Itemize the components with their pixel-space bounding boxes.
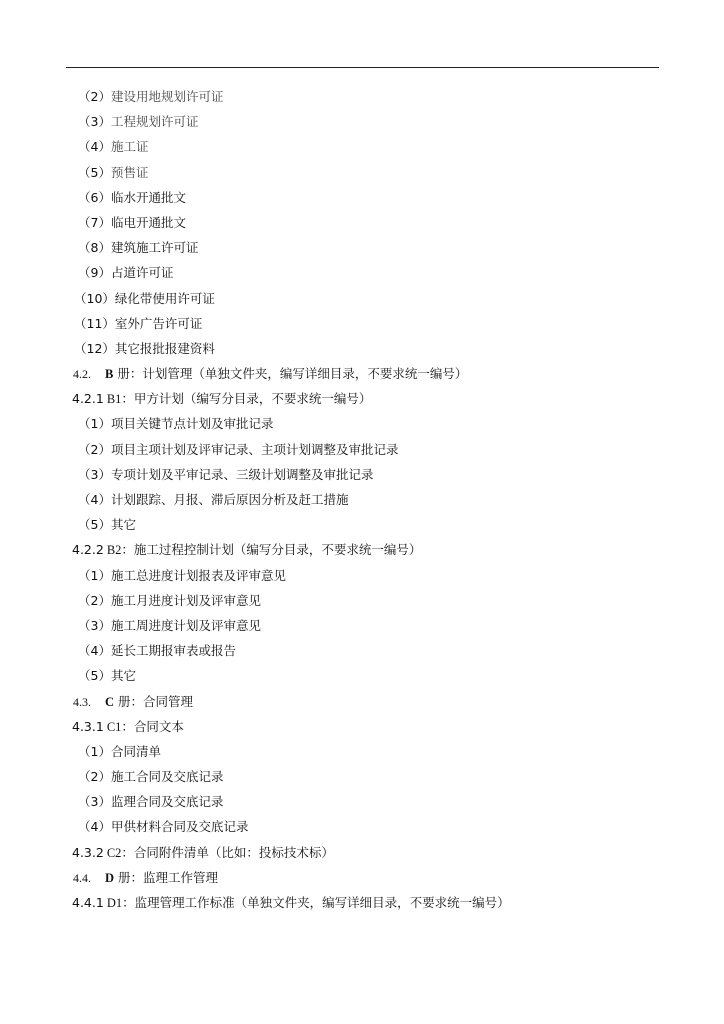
list-item [0, 260, 724, 285]
item-number: （8） [78, 240, 111, 256]
item-text: 临水开通批文 [110, 189, 186, 205]
item-number: 4.4.1 [72, 895, 104, 910]
item-number: 4.4. [73, 870, 91, 885]
volume-code: C1 [106, 719, 122, 734]
list-item [0, 588, 724, 613]
list-item [0, 235, 724, 260]
item-text: 项目关键节点计划及审批记录 [110, 416, 274, 432]
item-text: 其它报批报建资料 [114, 340, 215, 356]
item-text: 建筑施工许可证 [110, 240, 199, 256]
volume-code: B2 [106, 543, 122, 558]
item-number: （5） [78, 668, 111, 684]
item-text: 室外广告许可证 [114, 315, 203, 331]
item-number: 4.3.2 [72, 844, 104, 860]
volume-code: C2 [106, 845, 122, 860]
item-text: 施工证 [110, 139, 149, 155]
item-number: （3） [78, 794, 111, 810]
list-item [0, 286, 724, 311]
item-number: （2） [78, 769, 111, 785]
item-text: 绿化带使用许可证 [114, 290, 215, 306]
list-item [0, 109, 724, 134]
item-number: （5） [78, 164, 111, 180]
list-item [0, 764, 724, 789]
item-text: 册：监理工作管理 [118, 869, 219, 885]
item-text: 施工合同及交底记录 [110, 769, 224, 785]
item-number: 4.2.2 [72, 542, 104, 558]
subsection-heading [0, 840, 724, 865]
header-rule [66, 67, 659, 68]
section-heading [0, 689, 724, 714]
item-number: （5） [78, 517, 111, 533]
item-text: 施工月进度计划及评审意见 [110, 592, 261, 608]
item-text: 工程规划许可证 [110, 114, 199, 130]
item-text: 占道许可证 [110, 265, 174, 281]
list-item [0, 563, 724, 588]
item-number: （4） [78, 139, 111, 155]
list-item [0, 185, 724, 210]
list-item [0, 739, 724, 764]
volume-letter: D [105, 870, 115, 885]
item-number: （1） [78, 743, 111, 759]
list-item [0, 613, 724, 638]
item-text: ：施工过程控制计划（编写分目录，不要求统一编号） [121, 542, 422, 558]
item-number: （4） [78, 819, 111, 835]
item-number: （1） [78, 416, 111, 432]
subsection-heading [0, 714, 724, 739]
item-text: 延长工期报审表或报告 [110, 643, 236, 659]
list-item [0, 160, 724, 185]
item-text: 其它 [110, 668, 136, 684]
item-number: （6） [78, 189, 111, 205]
section-heading [0, 865, 724, 890]
item-text: 监理合同及交底记录 [110, 794, 224, 810]
item-text: 甲供材料合同及交底记录 [110, 819, 249, 835]
item-number: （10） [74, 290, 115, 306]
list-item [0, 462, 724, 487]
item-number: （7） [78, 214, 111, 230]
item-text: 其它 [110, 517, 136, 533]
list-item [0, 789, 724, 814]
item-text: 施工总进度计划报表及评审意见 [110, 567, 286, 583]
list-item [0, 134, 724, 159]
item-number: （2） [78, 592, 111, 608]
subsection-heading [0, 386, 724, 411]
item-text: ：合同文本 [121, 718, 184, 734]
list-item [0, 638, 724, 663]
item-number: （4） [78, 643, 111, 659]
section-heading [0, 361, 724, 386]
item-number: （2） [78, 89, 111, 104]
item-text: 项目主项计划及评审记录、主项计划调整及审批记录 [110, 441, 399, 457]
item-number: （12） [74, 340, 115, 356]
document-body [0, 84, 724, 915]
item-text: 册：合同管理 [118, 693, 194, 709]
volume-code: D1 [106, 896, 123, 910]
item-number: 4.2. [73, 367, 91, 382]
item-number: （3） [78, 617, 111, 633]
item-text: 预售证 [110, 164, 149, 180]
list-item [0, 311, 724, 336]
item-text: ：监理管理工作标准（单独文件夹，编写详细目录，不要求统一编号） [122, 895, 510, 910]
list-item [0, 663, 724, 688]
volume-code: B1 [106, 392, 122, 407]
item-number: （3） [78, 466, 111, 482]
item-number: （3） [78, 114, 111, 130]
item-text: ：甲方计划（编写分目录，不要求统一编号） [121, 391, 372, 407]
list-item [0, 512, 724, 537]
item-number: （1） [78, 567, 111, 583]
item-number: （4） [78, 492, 111, 507]
list-item [0, 411, 724, 436]
subsection-heading [0, 537, 724, 562]
item-number: 4.3.1 [72, 718, 104, 734]
volume-letter: C [105, 694, 115, 709]
item-text: 施工周进度计划及评审意见 [110, 617, 261, 633]
list-item [0, 814, 724, 839]
item-number: （9） [78, 265, 111, 281]
item-text: 临电开通批文 [110, 214, 186, 230]
item-number: 4.2.1 [72, 391, 104, 407]
item-number: （11） [74, 315, 115, 331]
item-number: 4.3. [73, 694, 91, 709]
subsection-heading [0, 890, 724, 915]
item-text: 建设用地规划许可证 [110, 89, 224, 104]
volume-letter: B [105, 367, 114, 382]
list-item [0, 487, 724, 512]
item-text: 专项计划及平审记录、三级计划调整及审批记录 [110, 466, 374, 482]
item-text: 合同清单 [110, 743, 161, 759]
item-text: 计划跟踪、月报、滞后原因分析及赶工措施 [110, 492, 349, 507]
list-item [0, 336, 724, 361]
item-number: （2） [78, 441, 111, 457]
list-item [0, 210, 724, 235]
list-item [0, 437, 724, 462]
item-text: 册：计划管理（单独文件夹，编写详细目录，不要求统一编号） [117, 366, 468, 382]
item-text: ：合同附件清单（比如：投标技术标） [121, 844, 334, 860]
list-item [0, 84, 724, 109]
